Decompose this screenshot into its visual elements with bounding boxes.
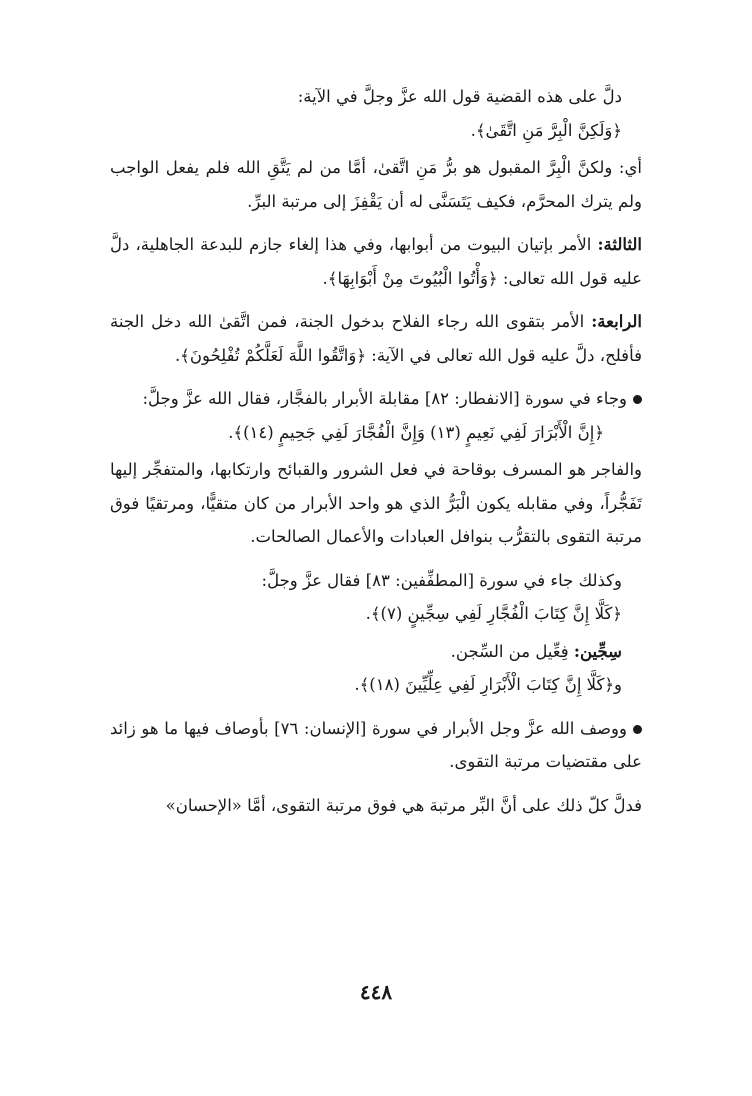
point-label-third: الثالثة: <box>597 235 642 254</box>
bullet-item <box>110 382 642 416</box>
page-body <box>110 80 642 832</box>
bullet-text: ووصف الله عزَّ وجل الأبرار في سورة [الإنسان: ٧٦] بأوصاف فيها ما هو زائد على مقتضيات مرتبة التقوى. <box>110 718 642 771</box>
paragraph-9 <box>110 712 642 779</box>
paragraph-1 <box>110 80 642 147</box>
definition-line <box>110 635 622 669</box>
bullet-icon <box>633 725 642 734</box>
paragraph-4 <box>110 305 642 372</box>
paragraph-10: فدلَّ كلّ ذلك على أنَّ البِّر مرتبة هي فوق مرتبة التقوى، أمَّا «الإحسان» <box>165 795 642 815</box>
bullet-text: وجاء في سورة [الانفطار: ٨٢] مقابلة الأبرار بالفجَّار، فقال الله عزَّ وجلَّ: <box>142 389 627 408</box>
quran-verse: ﴿وَلَكِنَّ الْبِرَّ مَنِ اتَّقَىٰ﴾. <box>470 120 622 140</box>
paragraph-8 <box>110 635 642 702</box>
point-label-fourth: الرابعة: <box>591 312 642 331</box>
term-label: سِجِّين: <box>573 641 622 661</box>
bullet-icon <box>633 395 642 404</box>
point-text-third: الأمر بإتيان البيوت من أبوابها، وفي هذا إلغاء جازم للبدعة الجاهلية، دلَّ عليه قول الله تعالى: ﴿وَأْتُوا الْبُيُوتَ مِنْ أَبْوَابِهَا﴾. <box>110 235 642 288</box>
intro-line: وكذلك جاء في سورة [المطفِّفين: ٨٣] فقال عزَّ وجلَّ: <box>261 570 622 590</box>
quran-verse: ﴿كَلَّا إِنَّ كِتَابَ الْفُجَّارِ لَفِي سِجِّينٍ (٧)﴾. <box>365 604 622 623</box>
point-text-fourth: الأمر بتقوى الله رجاء الفلاح بدخول الجنة، فمن اتَّقىٰ الله دخل الجنة فأفلح، دلَّ عليه قول الله تعالى في الآية: ﴿وَاتَّقُوا اللَّهَ لَعَلَّكُمْ تُفْلِحُونَ﴾. <box>110 312 642 365</box>
quran-verse: و﴿كَلَّا إِنَّ كِتَابَ الْأَبْرَارِ لَفِي عِلِّيِّينَ (١٨)﴾. <box>354 675 622 694</box>
paragraph-2: أي: ولكنَّ الْبِرَّ المقبول هو برُّ مَنِ اتَّقىٰ، أمَّا من لم يَتَّقِ الله فلم يفعل الواجب ولم يترك المحرَّم، فكيف يَتَسَنَّى له أن يَقْفِزَ إلى مرتبة البرِّ. <box>110 158 642 211</box>
intro-line: دلَّ على هذه القضية قول الله عزَّ وجلَّ في الآية: <box>297 87 622 106</box>
quran-verse: ﴿إِنَّ الْأَبْرَارَ لَفِي نَعِيمٍ (١٣) وَإِنَّ الْفُجَّارَ لَفِي جَحِيمٍ (١٤)﴾. <box>228 422 604 442</box>
term-definition: فِعِّيل من السِّجن. <box>450 641 574 661</box>
paragraph-6: والفاجر هو المسرف بوقاحة في فعل الشرور والقبائح وارتكابها، والمتفجِّر إليها تَفَجُّراً، وفي مقابله يكون الْبَرُّ الذي هو واحد الأبرار من كان متقيًّا، ومرتقيًا فوق مرتبة التقوى بالتقرُّب بنوافل العبادات والأعمال الصالحات. <box>110 460 642 546</box>
page-number: ٤٤٨ <box>359 980 393 1004</box>
paragraph-3 <box>110 228 642 295</box>
paragraph-5 <box>110 382 642 449</box>
paragraph-7 <box>110 564 642 631</box>
